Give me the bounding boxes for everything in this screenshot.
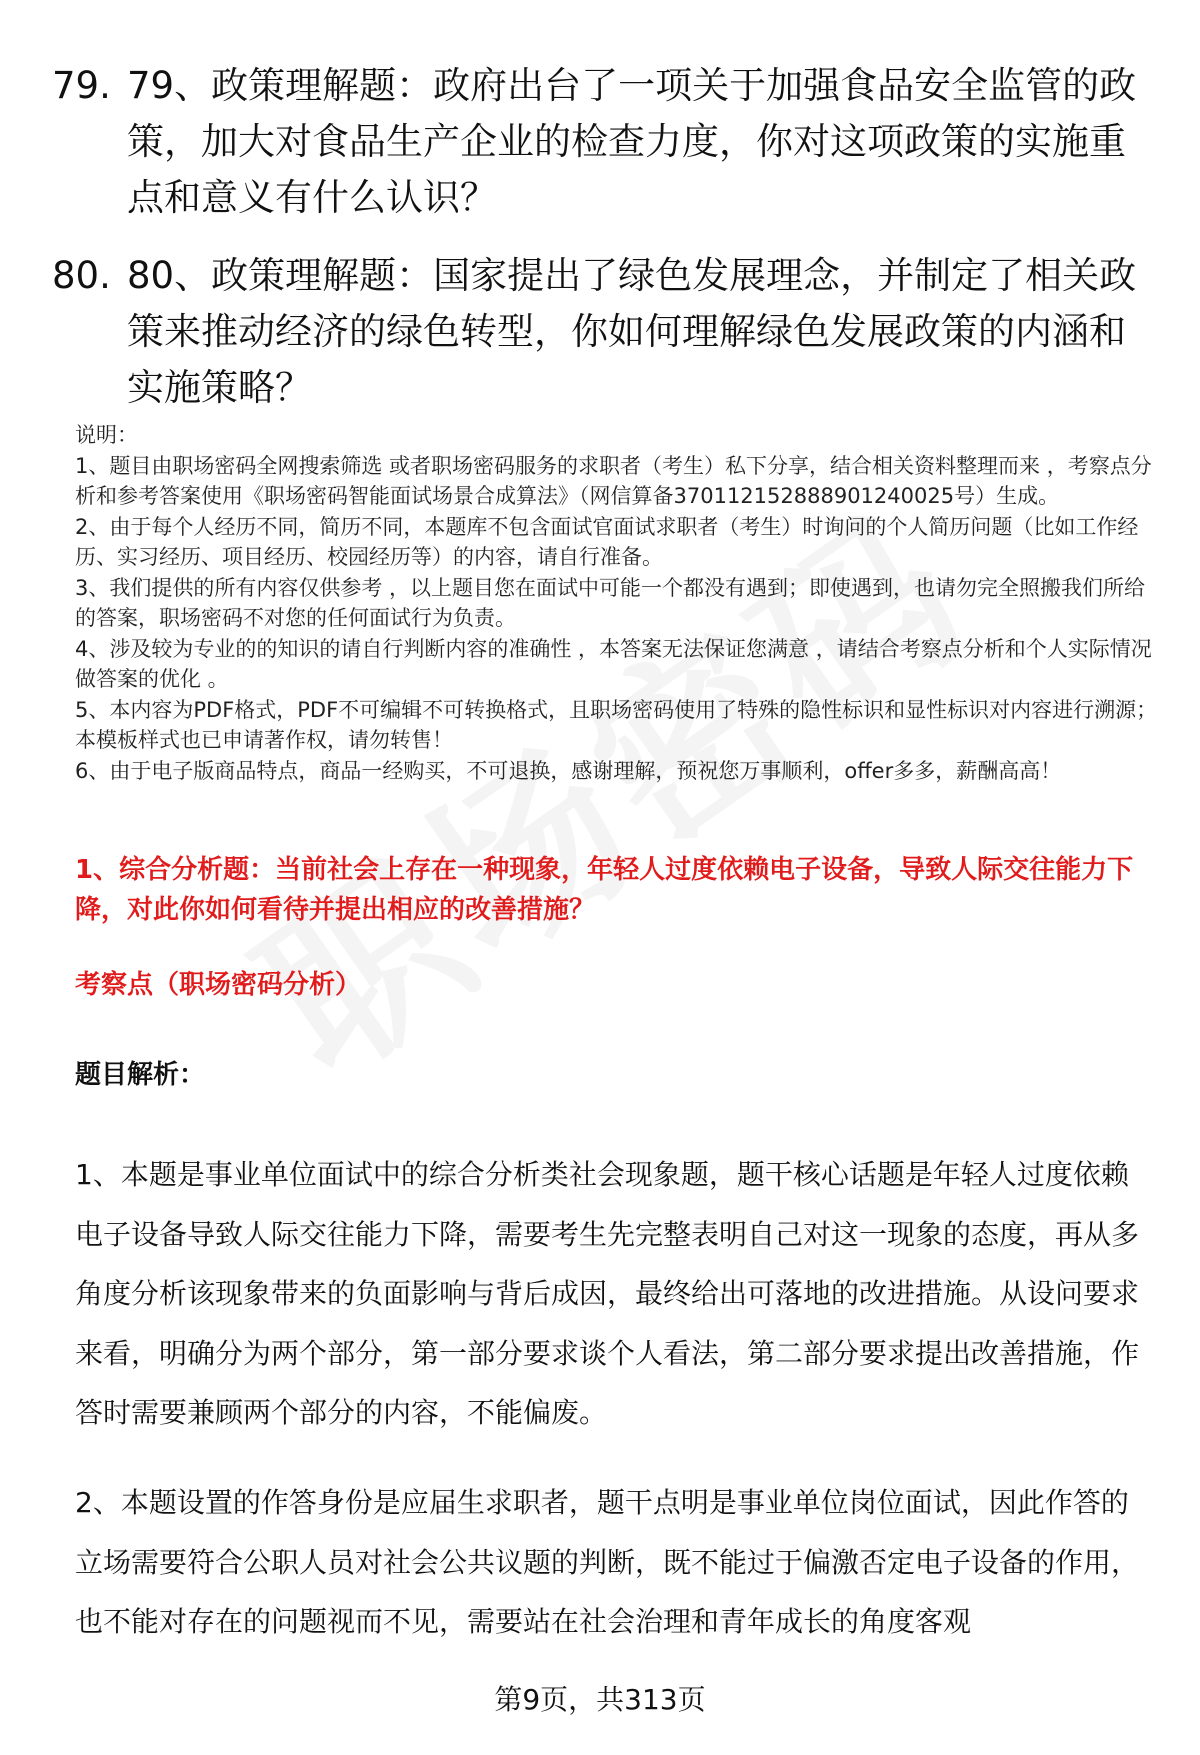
key-point-label: 考察点（职场密码分析） — [75, 970, 362, 1000]
main-question: 1、综合分析题：当前社会上存在一种现象，年轻人过度依赖电子设备，导致人际交往能力下降，对此你如何看待并提出相应的改善措施？ — [75, 855, 1134, 925]
note-item: 2、由于每个人经历不同，简历不同，本题库不包含面试官面试求职者（考生）时询问的个人简历问题（比如工作经历、实习经历、项目经历、校园经历等）的内容，请自行准备。 — [75, 514, 1139, 569]
note-item: 4、涉及较为专业的的知识的请自行判断内容的准确性 ，本答案无法保证您满意 ，请结合考察点分析和个人实际情况做答案的优化 。 — [75, 636, 1152, 691]
notes-heading: 说明： — [75, 423, 138, 447]
question-item — [52, 248, 1152, 416]
note-item: 1、题目由职场密码全网搜索筛选 或者职场密码服务的求职者（考生）私下分享，结合相关资料整理而来 ，考察点分析和参考答案使用《职场密码智能面试场景合成算法》（网信算备370112152888901240025号）生成。 — [75, 453, 1152, 508]
page-footer: 第9页，共313页 — [494, 1683, 706, 1716]
note-item: 5、本内容为PDF格式，PDF不可编辑不可转换格式，且职场密码使用了特殊的隐性标识和显性标识对内容进行溯源；本模板样式也已申请著作权，请勿转售！ — [75, 697, 1158, 752]
analysis-heading: 题目解析： — [75, 1060, 206, 1090]
question-item — [52, 58, 1152, 226]
question-text: 79、政策理解题：政府出台了一项关于加强食品安全监管的政策，加大对食品生产企业的检查力度，你对这项政策的实施重点和意义有什么认识？ — [127, 64, 1137, 219]
analysis-paragraph: 2、本题设置的作答身份是应届生求职者，题干点明是事业单位岗位面试，因此作答的立场需要符合公职人员对社会公共议题的判断，既不能过于偏激否定电子设备的作用，也不能对存在的问题视而不见，需要站在社会治理和青年成长的角度客观 — [75, 1486, 1140, 1638]
question-text: 80、政策理解题：国家提出了绿色发展理念，并制定了相关政策来推动经济的绿色转型，你如何理解绿色发展政策的内涵和实施策略？ — [127, 254, 1137, 409]
question-list — [52, 58, 1152, 438]
question-number: 80. — [52, 254, 111, 297]
note-item: 3、我们提供的所有内容仅供参考 ，以上题目您在面试中可能一个都没有遇到；即使遇到，也请勿完全照搬我们所给的答案，职场密码不对您的任何面试行为负责。 — [75, 575, 1146, 630]
analysis-paragraph: 1、本题是事业单位面试中的综合分析类社会现象题，题干核心话题是年轻人过度依赖电子设备导致人际交往能力下降，需要考生先完整表明自己对这一现象的态度，再从多角度分析该现象带来的负面影响与背后成因，最终给出可落地的改进措施。从设问要求来看，明确分为两个部分，第一部分要求谈个人看法，第二部分要求提出改善措施，作答时需要兼顾两个部分的内容，不能偏废。 — [75, 1158, 1140, 1429]
question-number: 79. — [52, 64, 111, 107]
notes-section — [75, 420, 1165, 786]
note-item: 6、由于电子版商品特点，商品一经购买，不可退换，感谢理解，预祝您万事顺利，offer多多，薪酬高高！ — [75, 758, 1062, 783]
